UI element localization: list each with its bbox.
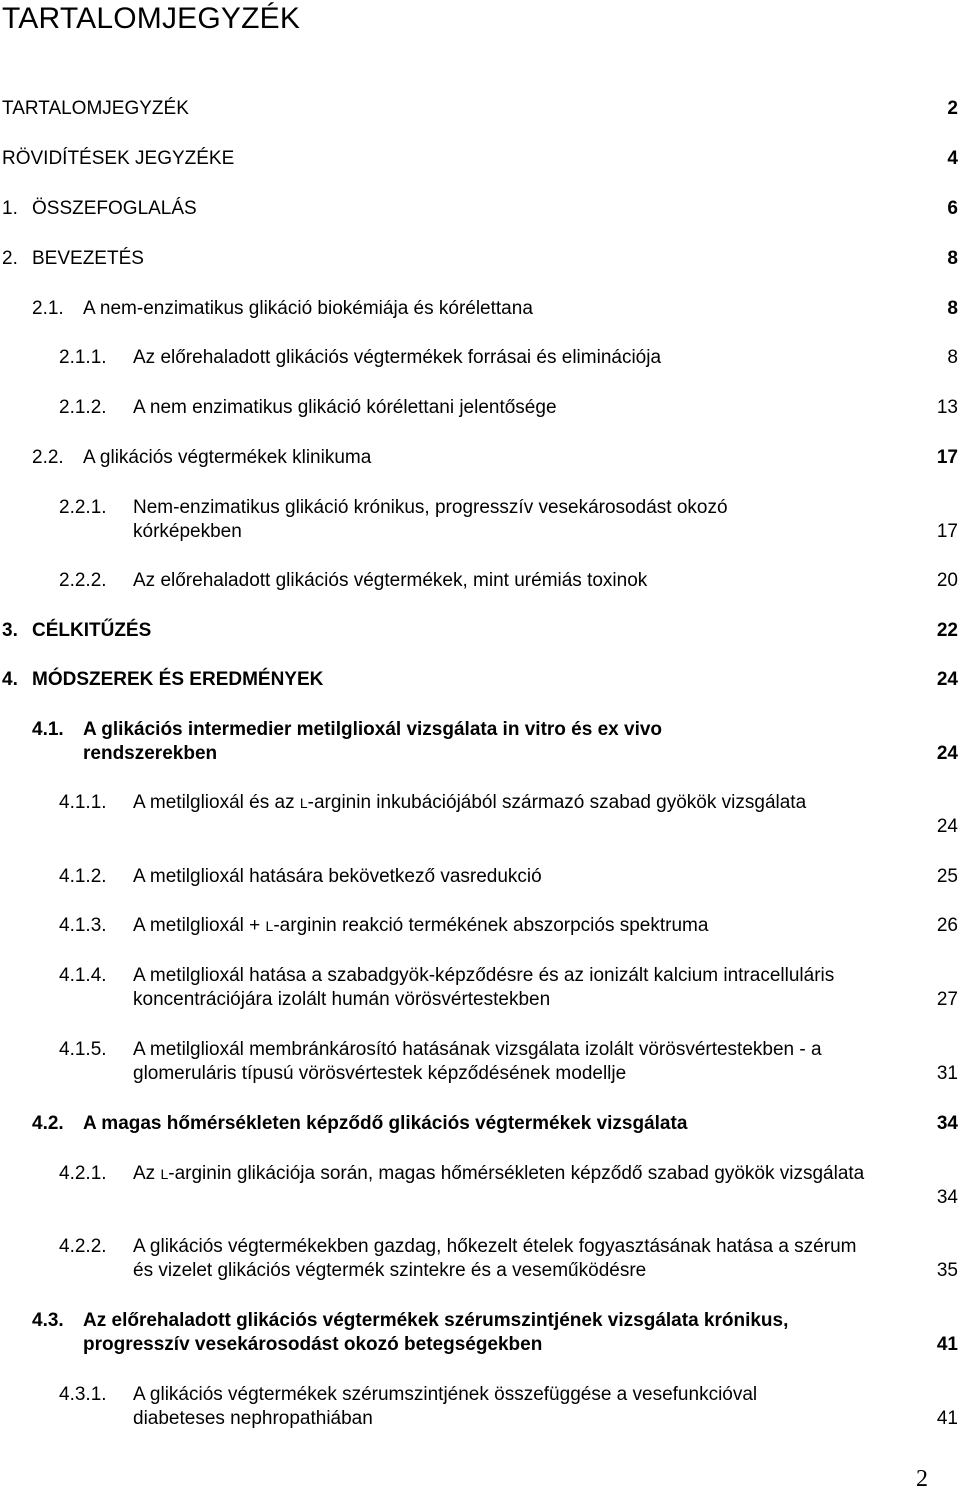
toc-entry-number: 2.1.2. [59,397,107,418]
toc-entry-text: A glikációs végtermékekben gazdag, hőkezelt ételek fogyasztásának hatása a szérum és vizelet glikációs végtermék szintekre és a veseműködésre [133,1236,857,1281]
toc-entry-text [133,914,708,938]
toc-entry-page: 34 [936,1113,958,1134]
toc-entry-number: 4.3.1. [59,1384,107,1405]
toc-entry-text-part: Az [133,1163,161,1184]
toc-entry-number: 2. [2,248,18,269]
toc-entry-text: A nem enzimatikus glikáció kórélettani jelentősége [133,397,557,418]
toc-entry-smallcaps: L [265,918,274,934]
toc-entry-page: 27 [936,989,958,1010]
footer-page-number: 2 [916,1466,928,1492]
toc-entry-page: 8 [947,298,958,319]
toc-entry-page: 8 [947,248,958,269]
toc-entry-page: 8 [947,347,958,368]
toc-entry-text: Az előrehaladott glikációs végtermékek, mint urémiás toxinok [133,570,648,591]
toc-entry-text: A nem-enzimatikus glikáció biokémiája és kórélettana [83,298,533,319]
toc-entry-text: A metilglioxál membránkárosító hatásának vizsgálata izolált vörösvértestekben - a glomeruláris típusú vörösvértestek képződésének modellje [133,1039,822,1084]
toc-entry-text: A metilglioxál hatására bekövetkező vasredukció [133,866,542,887]
toc-entry-number: 4.1.3. [59,915,107,936]
toc-entry [0,1162,960,1210]
toc-entry-text: Nem-enzimatikus glikáció krónikus, progresszív vesekárosodást okozó kórképekben [133,497,728,542]
toc-entry-page: 25 [936,866,958,887]
toc-entry [0,247,960,271]
toc-entry [0,1383,960,1431]
toc-entry-number: 4.2.2. [59,1236,107,1257]
toc-entry-number: 2.2. [32,447,64,468]
toc-entry-page: 24 [936,669,958,690]
toc-entry-page: 4 [947,148,958,169]
toc-entry [0,1112,960,1136]
toc-entry-text: CÉLKITŰZÉS [32,620,152,641]
toc-entry [0,1309,960,1357]
toc-entry-text: ÖSSZEFOGLALÁS [32,198,197,219]
toc-entry-number: 1. [2,198,18,219]
toc-entry-text: A glikációs végtermékek klinikuma [83,447,372,468]
toc-entry-page: 35 [936,1260,958,1281]
toc-entry-smallcaps: L [299,795,308,811]
toc-entry [0,1038,960,1086]
toc-entry-page: 13 [936,397,958,418]
toc-entry-page: 2 [947,98,958,119]
toc-entry-text: A magas hőmérsékleten képződő glikációs végtermékek vizsgálata [83,1113,688,1134]
toc-entry-text: Az előrehaladott glikációs végtermékek szérumszintjének vizsgálata krónikus, progresszív vesekárosodást okozó betegségekben [83,1310,789,1355]
toc-entry-number: 4. [2,669,18,690]
toc-entry-number: 2.1. [32,298,64,319]
toc-entry-page: 31 [936,1063,958,1084]
toc-entry-text: MÓDSZEREK ÉS EREDMÉNYEK [32,669,324,690]
toc-entry [0,496,960,544]
toc-entry-number: 4.1.4. [59,965,107,986]
toc-entry-text-part: -arginin inkubációjából származó szabad gyökök vizsgálata [307,792,807,813]
toc-entry [0,914,960,938]
toc-entry-number: 2.1.1. [59,347,107,368]
toc-entry-page: 41 [936,1408,958,1429]
toc-entry [0,396,960,420]
toc-entry [0,297,960,321]
toc-entry-page: 26 [936,915,958,936]
toc-entry-page: 24 [936,816,958,837]
toc-entry-number: 4.1. [32,719,64,740]
toc-entry [0,147,960,171]
toc-entry-text-part: A metilglioxál és az [133,792,300,813]
toc-entry-number: 4.2. [32,1113,64,1134]
toc-entry [0,718,960,766]
toc-entry-text: A glikációs végtermékek szérumszintjének összefüggése a vesefunkcióval diabeteses nephropathiában [133,1384,758,1429]
toc-entry [0,569,960,593]
toc-entry-number: 4.1.2. [59,866,107,887]
toc-entry-smallcaps: L [160,1166,169,1182]
toc-entry-number: 4.3. [32,1310,64,1331]
toc-entry [0,97,960,121]
toc-entry-page: 20 [936,570,958,591]
toc-entry [0,619,960,643]
toc-entry-number: 2.2.1. [59,497,107,518]
toc-entry-text-part: -arginin glikációja során, magas hőmérsékleten képződő szabad gyökök vizsgálata [168,1163,865,1184]
toc-entry-text: A glikációs intermedier metilglioxál vizsgálata in vitro és ex vivo rendszerekben [83,719,663,764]
toc-entry-number: 4.2.1. [59,1163,107,1184]
toc-entry-page: 41 [936,1334,958,1355]
toc-entry-number: 4.1.1. [59,792,107,813]
toc-entry-text-part: A metilglioxál + [133,915,266,936]
toc-entry-page: 6 [947,198,958,219]
toc-entry [0,865,960,889]
toc-entry-text-part: -arginin reakció termékének abszorpciós spektruma [273,915,709,936]
toc-entry-page: 22 [936,620,958,641]
toc-entry [0,346,960,370]
toc-entry-page: 24 [936,743,958,764]
toc-entry-text: BEVEZETÉS [32,248,144,269]
toc-entry-number: 4.1.5. [59,1039,107,1060]
toc-entry [0,964,960,1012]
toc-entry-page: 17 [936,447,958,468]
toc-entry [0,197,960,221]
page-title: TARTALOMJEGYZÉK [2,2,301,35]
toc-entry-number: 2.2.2. [59,570,107,591]
toc-entry [0,791,960,839]
toc-entry-page: 34 [936,1187,958,1208]
toc-entry [0,446,960,470]
toc-entry [0,1235,960,1283]
toc-entry-text: TARTALOMJEGYZÉK [2,98,189,119]
toc-entry-text [133,1162,873,1186]
toc-entry-text [133,791,813,815]
toc-entry-text: Az előrehaladott glikációs végtermékek forrásai és eliminációja [133,347,662,368]
toc-entry-number: 3. [2,620,18,641]
toc-entry [0,668,960,692]
toc-entry-page: 17 [936,521,958,542]
toc-entry-text: A metilglioxál hatása a szabadgyök-képződésre és az ionizált kalcium intracelluláris koncentrációjára izolált humán vörösvértestekben [133,965,835,1010]
toc-entry-text: RÖVIDÍTÉSEK JEGYZÉKE [2,148,235,169]
